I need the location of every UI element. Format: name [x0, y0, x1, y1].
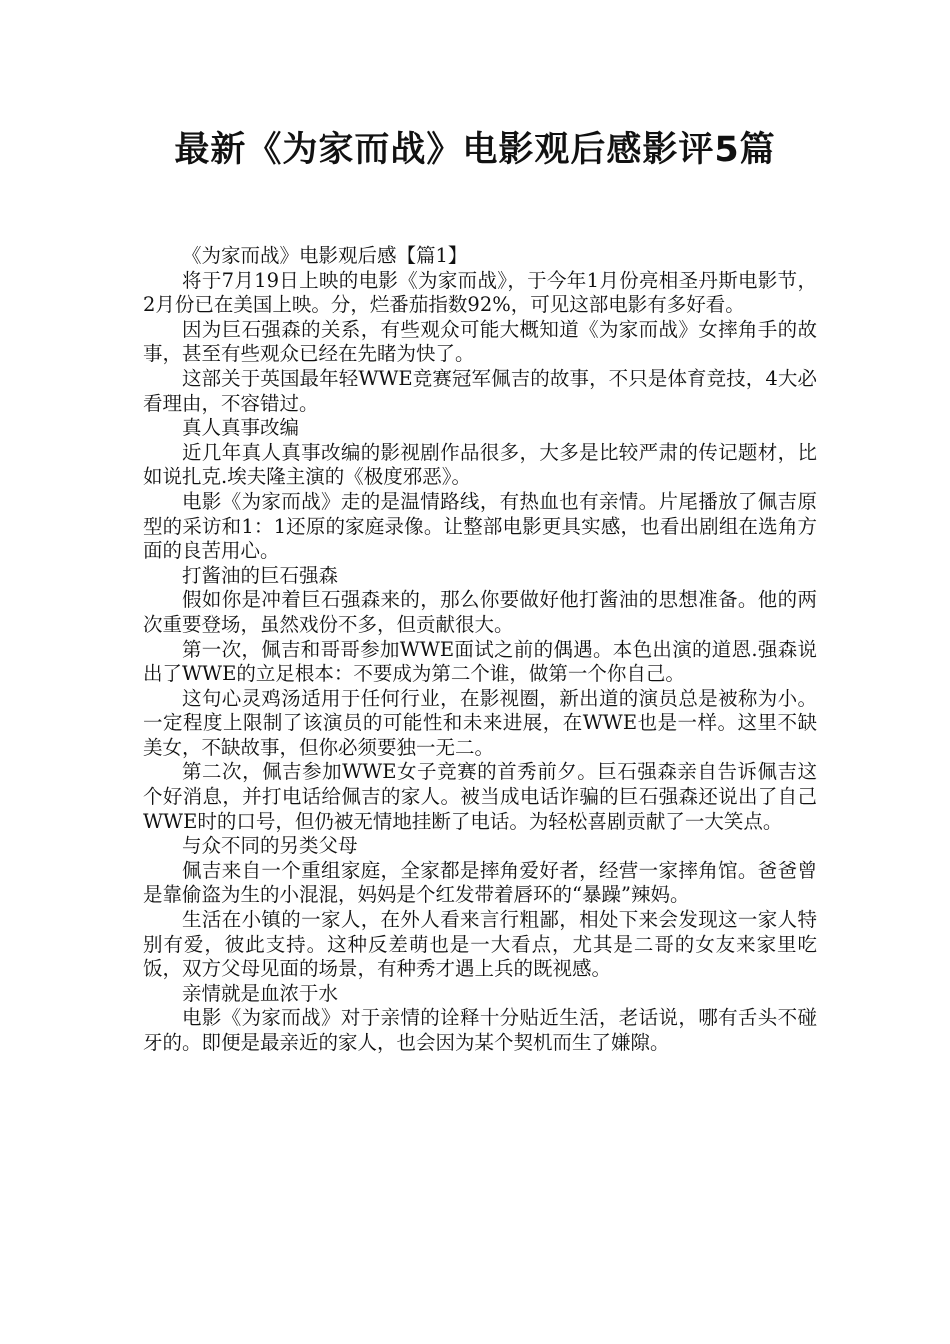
paragraph: 假如你是冲着巨石强森来的，那么你要做好他打酱油的思想准备。他的两次重要登场，虽然戏份不多，但贡献很大。	[143, 588, 817, 636]
paragraph: 因为巨石强森的关系，有些观众可能大概知道《为家而战》女摔角手的故事，甚至有些观众已经在先睹为快了。	[143, 317, 817, 366]
subheading: 打酱油的巨石强森	[182, 563, 339, 587]
paragraph: 电影《为家而战》走的是温情路线，有热血也有亲情。片尾播放了佩吉原型的采访和1：1还原的家庭录像。让整部电影更具实感，也看出剧组在选角方面的良苦用心。	[143, 489, 817, 563]
paragraph: 将于7月19日上映的电影《为家而战》，于今年1月份亮相圣丹斯电影节，2月份已在美国上映。分，烂番茄指数92%，可见这部电影有多好看。	[143, 268, 817, 317]
paragraph: 生活在小镇的一家人，在外人看来言行粗鄙，相处下来会发现这一家人特别有爱，彼此支持。这种反差萌也是一大看点，尤其是二哥的女友来家里吃饭，双方父母见面的场景，有种秀才遇上兵的既视感。	[143, 908, 817, 981]
document-body	[143, 244, 817, 1056]
paragraph: 电影《为家而战》对于亲情的诠释十分贴近生活，老话说，哪有舌头不碰牙的。即便是最亲近的家人，也会因为某个契机而生了嫌隙。	[143, 1006, 817, 1054]
paragraph: 近几年真人真事改编的影视剧作品很多，大多是比较严肃的传记题材，比如说扎克.埃夫隆主演的《极度邪恶》。	[143, 440, 817, 489]
paragraph: 这部关于英国最年轻WWE竞赛冠军佩吉的故事，不只是体育竞技，4大必看理由，不容错过。	[143, 366, 817, 415]
paragraph: 佩吉来自一个重组家庭，全家都是摔角爱好者，经营一家摔角馆。爸爸曾是靠偷盗为生的小混混，妈妈是个红发带着唇环的“暴躁”辣妈。	[143, 858, 817, 907]
document-title: 最新《为家而战》电影观后感影评5篇	[174, 130, 776, 170]
subheading: 亲情就是血浓于水	[182, 981, 339, 1005]
section-heading: 《为家而战》电影观后感【篇1】	[182, 244, 468, 267]
paragraph: 第一次，佩吉和哥哥参加WWE面试之前的偶遇。本色出演的道恩.强森说出了WWE的立足根本：不要成为第二个谁，做第一个你自己。	[143, 637, 817, 686]
subheading: 与众不同的另类父母	[182, 834, 358, 858]
subheading: 真人真事改编	[182, 416, 300, 440]
paragraph: 第二次，佩吉参加WWE女子竞赛的首秀前夕。巨石强森亲自告诉佩吉这个好消息，并打电话给佩吉的家人。被当成电话诈骗的巨石强森还说出了自己WWE时的口号，但仍被无情地挂断了电话。为轻松喜剧贡献了一大笑点。	[143, 760, 817, 833]
paragraph: 这句心灵鸡汤适用于任何行业，在影视圈，新出道的演员总是被称为小。一定程度上限制了该演员的可能性和未来进展，在WWE也是一样。这里不缺美女，不缺故事，但你必须要独一无二。	[143, 686, 817, 759]
